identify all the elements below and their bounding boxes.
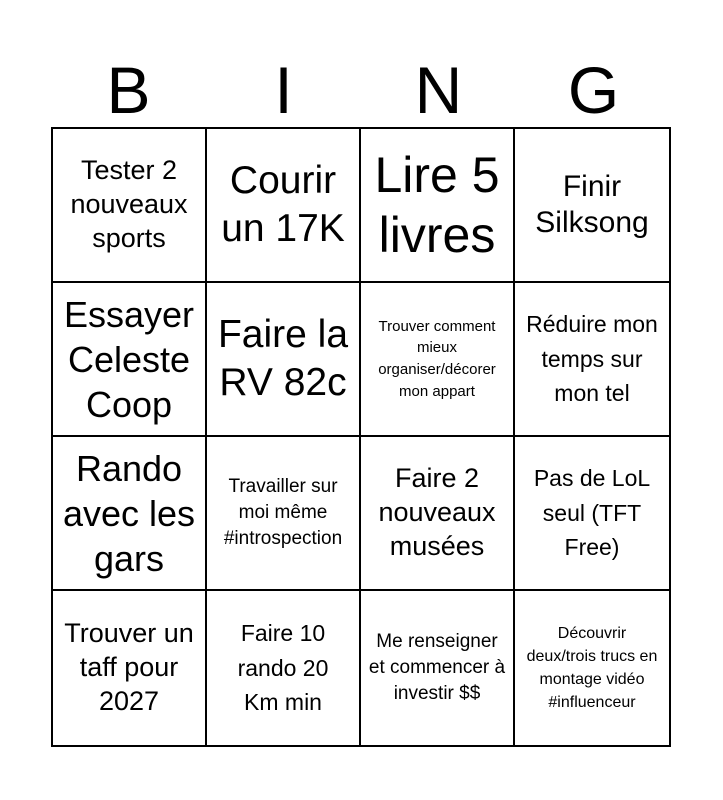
bingo-cell-text: Finir Silksong — [535, 170, 649, 239]
bingo-cell-text: Faire la RV 82c — [217, 313, 349, 404]
bingo-cell-text: Faire 10 rando 20 Km min — [237, 620, 329, 716]
bingo-cell-text: Faire 2 nouveaux musées — [378, 463, 496, 561]
bingo-cell-text: Lire 5 livres — [374, 147, 500, 263]
bingo-cell[interactable] — [515, 437, 669, 591]
bingo-cell[interactable] — [207, 437, 361, 591]
bingo-cell-text: Tester 2 nouveaux sports — [70, 155, 188, 253]
bingo-cell-text: Travailler sur moi même #introspection — [223, 475, 343, 549]
bingo-cell-text: Trouver comment mieux organiser/décorer mon appart — [378, 317, 496, 400]
bingo-cell[interactable] — [361, 129, 515, 283]
bingo-cell[interactable] — [515, 591, 669, 745]
bingo-cell-text: Réduire mon temps sur mon tel — [526, 311, 658, 407]
bingo-cell[interactable] — [515, 129, 669, 283]
bingo-cell[interactable] — [53, 591, 207, 745]
bingo-cell-text: Courir un 17K — [221, 159, 345, 250]
bingo-cell[interactable] — [53, 283, 207, 437]
header-letter-i: I — [274, 53, 293, 127]
bingo-header — [51, 52, 671, 128]
bingo-cell-text: Découvrir deux/trois trucs en montage vidéo #influenceur — [526, 624, 658, 712]
header-letter-g: G — [567, 53, 620, 127]
bingo-board — [51, 127, 671, 747]
bingo-cell[interactable] — [53, 129, 207, 283]
bingo-cell[interactable] — [207, 129, 361, 283]
header-letter-b: B — [106, 53, 151, 127]
bingo-cell-text: Trouver un taff pour 2027 — [64, 618, 194, 716]
bingo-cell[interactable] — [53, 437, 207, 591]
bingo-cell-text: Rando avec les gars — [62, 447, 196, 579]
bingo-cell[interactable] — [361, 283, 515, 437]
bingo-cell[interactable] — [207, 283, 361, 437]
bingo-cell[interactable] — [361, 437, 515, 591]
bingo-cell-text: Pas de LoL seul (TFT Free) — [533, 465, 651, 561]
header-letter-n: N — [414, 53, 463, 127]
bingo-cell-text: Essayer Celeste Coop — [63, 293, 195, 425]
bingo-cell[interactable] — [515, 283, 669, 437]
bingo-cell[interactable] — [207, 591, 361, 745]
bingo-cell-text: Me renseigner et commencer à investir $$ — [368, 630, 506, 704]
bingo-cell[interactable] — [361, 591, 515, 745]
